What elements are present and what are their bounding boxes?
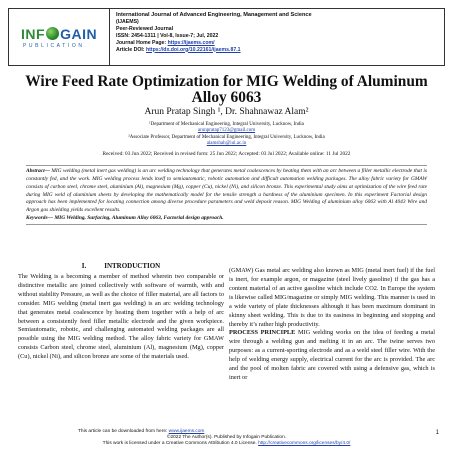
- left-column: [18, 262, 224, 362]
- keywords-label: Keywords—: [26, 215, 53, 222]
- intro-paragraph-right: (GMAW) Gas metal arc welding also known as MIG (metal inert fuel) if the fuel is inert, for example argon, or magazine (steel lively gasoline) if the gas has a content material of an active gasoline which include CO2. In Europe the system is likewise called MIG/magazine or simply MIG welding. This manner is used in a wide variety of plate thicknesses although it has been maximum dominant in skinny sheet welding. This is due to its easiness in beginning and stopping and thereby it’s rather high productivity.: [229, 267, 435, 328]
- homepage-label: Journal Home Page:: [116, 39, 168, 46]
- section-title: INTRODUCTION: [104, 262, 161, 270]
- right-column: [229, 267, 435, 383]
- section-heading: [18, 262, 224, 271]
- logo-text-right: GAIN: [60, 25, 98, 42]
- globe-icon: [46, 27, 59, 40]
- paper-title: Wire Feed Rate Optimization for MIG Welding of Aluminum Alloy 6063: [25, 73, 428, 106]
- publisher-logo: [9, 9, 109, 65]
- journal-info: [109, 9, 318, 65]
- footer-copyright: ©2022 The Author(s). Published by Infogain Publication.: [166, 435, 287, 441]
- abstract-label: Abstract—: [26, 168, 50, 174]
- journal-abbr: (IJAEMS): [116, 18, 139, 25]
- page-number: 1: [435, 430, 439, 436]
- email-2[interactable]: alamshah@iul.ac.in: [206, 140, 247, 146]
- footer-download-label: This article can be downloaded from here:: [78, 429, 169, 434]
- abstract: [26, 165, 427, 225]
- keywords-text: MIG Welding, Surfacing, Aluminum Alloy 6063, Factorial design approach.: [52, 215, 224, 222]
- homepage-link[interactable]: https://ijaems.com/: [167, 39, 215, 46]
- affiliation-2: ²Associate Professor, Department of Mechanical Engineering, Integral University, Lucknow, India: [128, 134, 325, 140]
- principle-text: MIG welding works on the idea of feeding a metal wire through a welding gun and melting it in an arc. The twine serves two purposes: as a current-sporting electrode and as a weld steel filler wire. With the help of welding energy supply, electrical current for the arc is provided. The arc and the pool of molten fabric are covered with using a defensive gas, which is inert or: [229, 329, 435, 382]
- footer-license-label: This work is licensed under a Creative Commons Attribution 4.0 License.: [102, 441, 259, 447]
- issn: ISSN: 2454-1311 | Vol-8, Issue-7; Jul, 2022: [116, 32, 219, 39]
- doi-link[interactable]: https://dx.doi.org/10.22161/ijaems.87.1: [145, 46, 241, 53]
- footer-site-link[interactable]: www.ijaems.com: [168, 429, 205, 434]
- paper-dates: Received: 03 Jun 2022; Received in revised form: 25 Jun 2022; Accepted: 03 Jul 2022; Available online: 11 Jul 2022: [102, 151, 351, 157]
- intro-paragraph-left: The Welding is a becoming a member of method wherein two comparable or distinctive metallic are joined collectively with software of warmth, with and without stability Pressure, as well as the choice of filler material, are all factors to consider. MIG welding (metal inert gas welding) is an arc welding technology that generates metal coalescence by heating them together with a help of arc between a consistently feed filler metallic electrode and the given workpiece. Semiautomatic, robotic, and challenging automated welding packages are all possible using the MIG welding method. The alloy fabric variety for GMAW consists Carbon steel, chrome steel, aluminium (Al), magnesium (Mg), copper (Cu), nickel (Ni), and silicon bronze are some of the materials used.: [18, 272, 224, 361]
- affiliation-1: ¹Department of Mechanical Engineering, Integral University, Lucknow, India: [149, 122, 304, 127]
- principle-label: PROCESS PRINCIPLE: [229, 329, 296, 337]
- affiliations: [10, 122, 443, 147]
- peer-reviewed: Peer-Reviewed Journal: [116, 25, 174, 32]
- page-footer: [10, 429, 443, 448]
- logo-text-left: INF: [21, 25, 46, 42]
- journal-title: International Journal of Advanced Engineering, Management and Science: [116, 12, 312, 18]
- section-number: I.: [81, 262, 87, 270]
- logo-subtitle: PUBLICATION: [23, 42, 85, 49]
- journal-header: [8, 8, 445, 66]
- email-1[interactable]: arunpratap7123@gmail.com: [197, 128, 256, 134]
- doi-label: Article DOI:: [116, 46, 146, 53]
- paper-authors: Arun Pratap Singh ¹, Dr. Shahnawaz Alam²: [144, 107, 309, 117]
- abstract-text: MIG welding (metal inert gas welding) is an arc welding technology that generates metal coalescences by heating them with an arc between a filler metallic electrode that is constantly fed, and the work. MIG welding process lends itself to semiautomatic, robotic automation and difficult automation welding packages. The alloy fabric variety for GMAW consists of carbon steel, chrome steel, aluminium (Al), magnesium (Mg), copper (Cu), nickel (Ni), and silicon bronze. This experimental study aims at optimization of the wire feed rate during MIG weld of aluminium sheets by developing the mathematically model for the tensile strength a hardness of the aluminium specimen. In this experiment Factorial design approach has been implemented for locating connection among diverse procedure parameters and weld deposit reason. MIG Welding of aluminium alloy 6063 with Al 4043 Wire and Argon gas shielding yields excellent results.: [26, 168, 427, 214]
- footer-license-link[interactable]: http://creativecommons.org/licenses/by/4.0/: [258, 441, 351, 447]
